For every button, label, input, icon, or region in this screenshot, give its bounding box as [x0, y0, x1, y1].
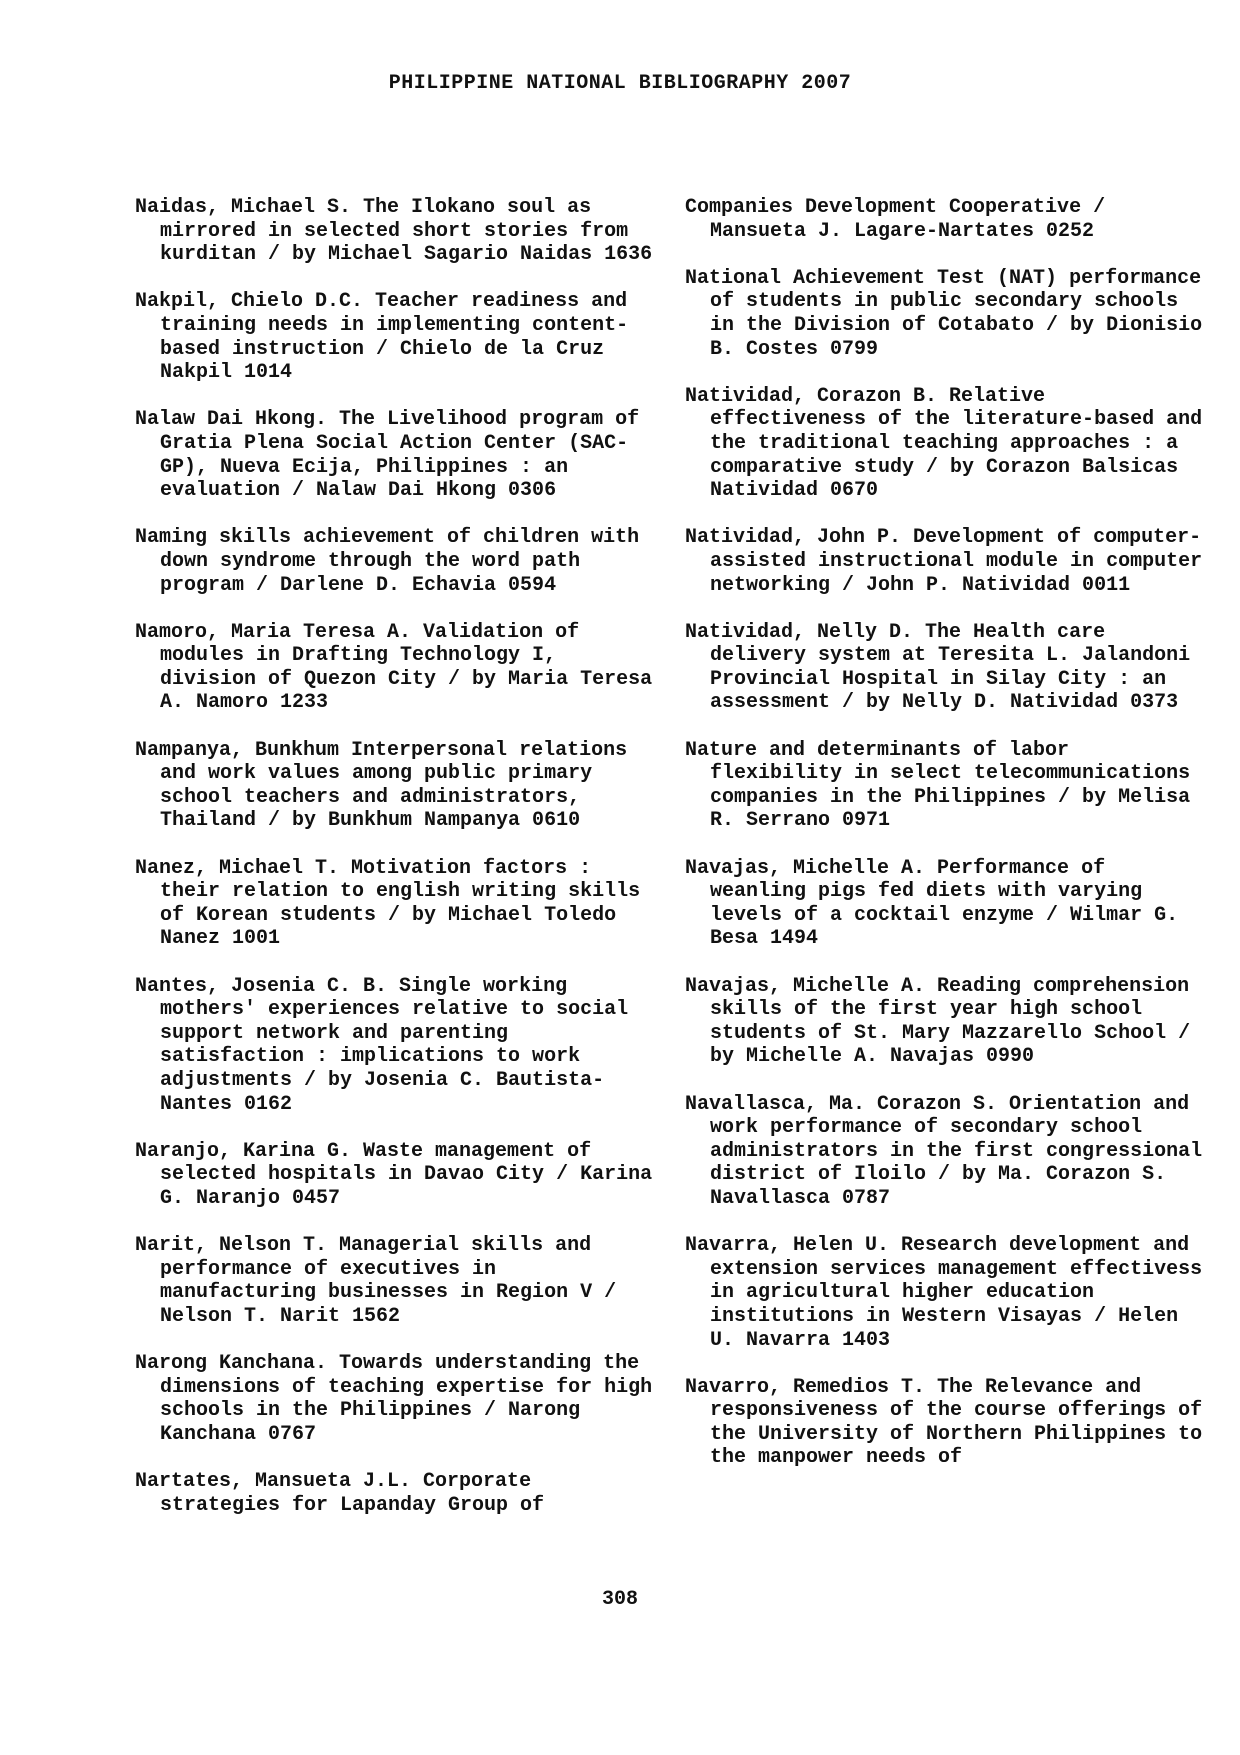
bibliography-entry: Navajas, Michelle A. Reading comprehension skills of the first year high school students of St. Mary Mazzarello School / by Michelle A. Navajas 0990	[685, 974, 1191, 1069]
bibliography-entry: National Achievement Test (NAT) performance of students in public secondary schools in the Division of Cotabato / by Dionisio B. Costes 0799	[685, 266, 1203, 361]
right-column	[685, 196, 1205, 1494]
bibliography-entry: Natividad, Corazon B. Relative effectiveness of the literature-based and the traditional teaching approaches : a comparative study / by Corazon Balsicas Natividad 0670	[685, 384, 1203, 503]
page-number: 308	[601, 1588, 638, 1611]
running-header: PHILIPPINE NATIONAL BIBLIOGRAPHY 2007	[388, 72, 852, 95]
bibliography-entry: Nakpil, Chielo D.C. Teacher readiness and training needs in implementing content-based instruction / Chielo de la Cruz Nakpil 1014	[135, 290, 629, 385]
bibliography-entry: Naranjo, Karina G. Waste management of selected hospitals in Davao City / Karina G. Naranjo 0457	[135, 1139, 653, 1210]
bibliography-entry: Namoro, Maria Teresa A. Validation of modules in Drafting Technology I, division of Quezon City / by Maria Teresa A. Namoro 1233	[135, 620, 653, 715]
bibliography-entry: Nampanya, Bunkhum Interpersonal relations and work values among public primary school teachers and administrators, Thailand / by Bunkhum Nampanya 0610	[135, 738, 628, 833]
bibliography-entry: Nanez, Michael T. Motivation factors : their relation to english writing skills of Korean students / by Michael Toledo Nanez 1001	[135, 856, 641, 951]
bibliography-entry: Navarra, Helen U. Research development and extension services management effectivess in agricultural higher education institutions in Western Visayas / Helen U. Navarra 1403	[685, 1234, 1203, 1352]
bibliography-entry: Narit, Nelson T. Managerial skills and performance of executives in manufacturing businesses in Region V / Nelson T. Narit 1562	[135, 1234, 617, 1328]
bibliography-entry: Natividad, Nelly D. The Health care delivery system at Teresita L. Jalandoni Provincial Hospital in Silay City : an assessment / by Nelly D. Natividad 0373	[685, 620, 1191, 715]
bibliography-entry: Narong Kanchana. Towards understanding the dimensions of teaching expertise for high schools in the Philippines / Narong Kanchana 0767	[135, 1352, 653, 1446]
left-column	[135, 196, 655, 1541]
bibliography-entry: Natividad, John P. Development of computer-assisted instructional module in computer networking / John P. Natividad 0011	[685, 526, 1203, 597]
bibliography-entry: Nature and determinants of labor flexibility in select telecommunications companies in the Philippines / by Melisa R. Serrano 0971	[685, 738, 1191, 833]
bibliography-entry: Nantes, Josenia C. B. Single working mothers' experiences relative to social support network and parenting satisfaction : implications to work adjustments / by Josenia C. Bautista-Nantes 0162	[135, 974, 629, 1116]
bibliography-entry: Naidas, Michael S. The Ilokano soul as mirrored in selected short stories from kurditan / by Michael Sagario Naidas 1636	[135, 196, 653, 267]
bibliography-entry: Nalaw Dai Hkong. The Livelihood program of Gratia Plena Social Action Center (SAC-GP), Nueva Ecija, Philippines : an evaluation / Nalaw Dai Hkong 0306	[135, 408, 640, 503]
bibliography-entry: Companies Development Cooperative / Mansueta J. Lagare-Nartates 0252	[685, 196, 1106, 243]
bibliography-entry: Navallasca, Ma. Corazon S. Orientation and work performance of secondary school administrators in the first congressional district of Iloilo / by Ma. Corazon S. Navallasca 0787	[685, 1092, 1203, 1210]
bibliography-entry: Naming skills achievement of children with down syndrome through the word path program / Darlene D. Echavia 0594	[135, 526, 640, 597]
bibliography-entry: Navajas, Michelle A. Performance of weanling pigs fed diets with varying levels of a cocktail enzyme / Wilmar G. Besa 1494	[685, 856, 1179, 951]
bibliography-entry: Nartates, Mansueta J.L. Corporate strategies for Lapanday Group of	[135, 1470, 545, 1517]
bibliography-entry: Navarro, Remedios T. The Relevance and responsiveness of the course offerings of the University of Northern Philippines to the manpower needs of	[685, 1375, 1203, 1470]
